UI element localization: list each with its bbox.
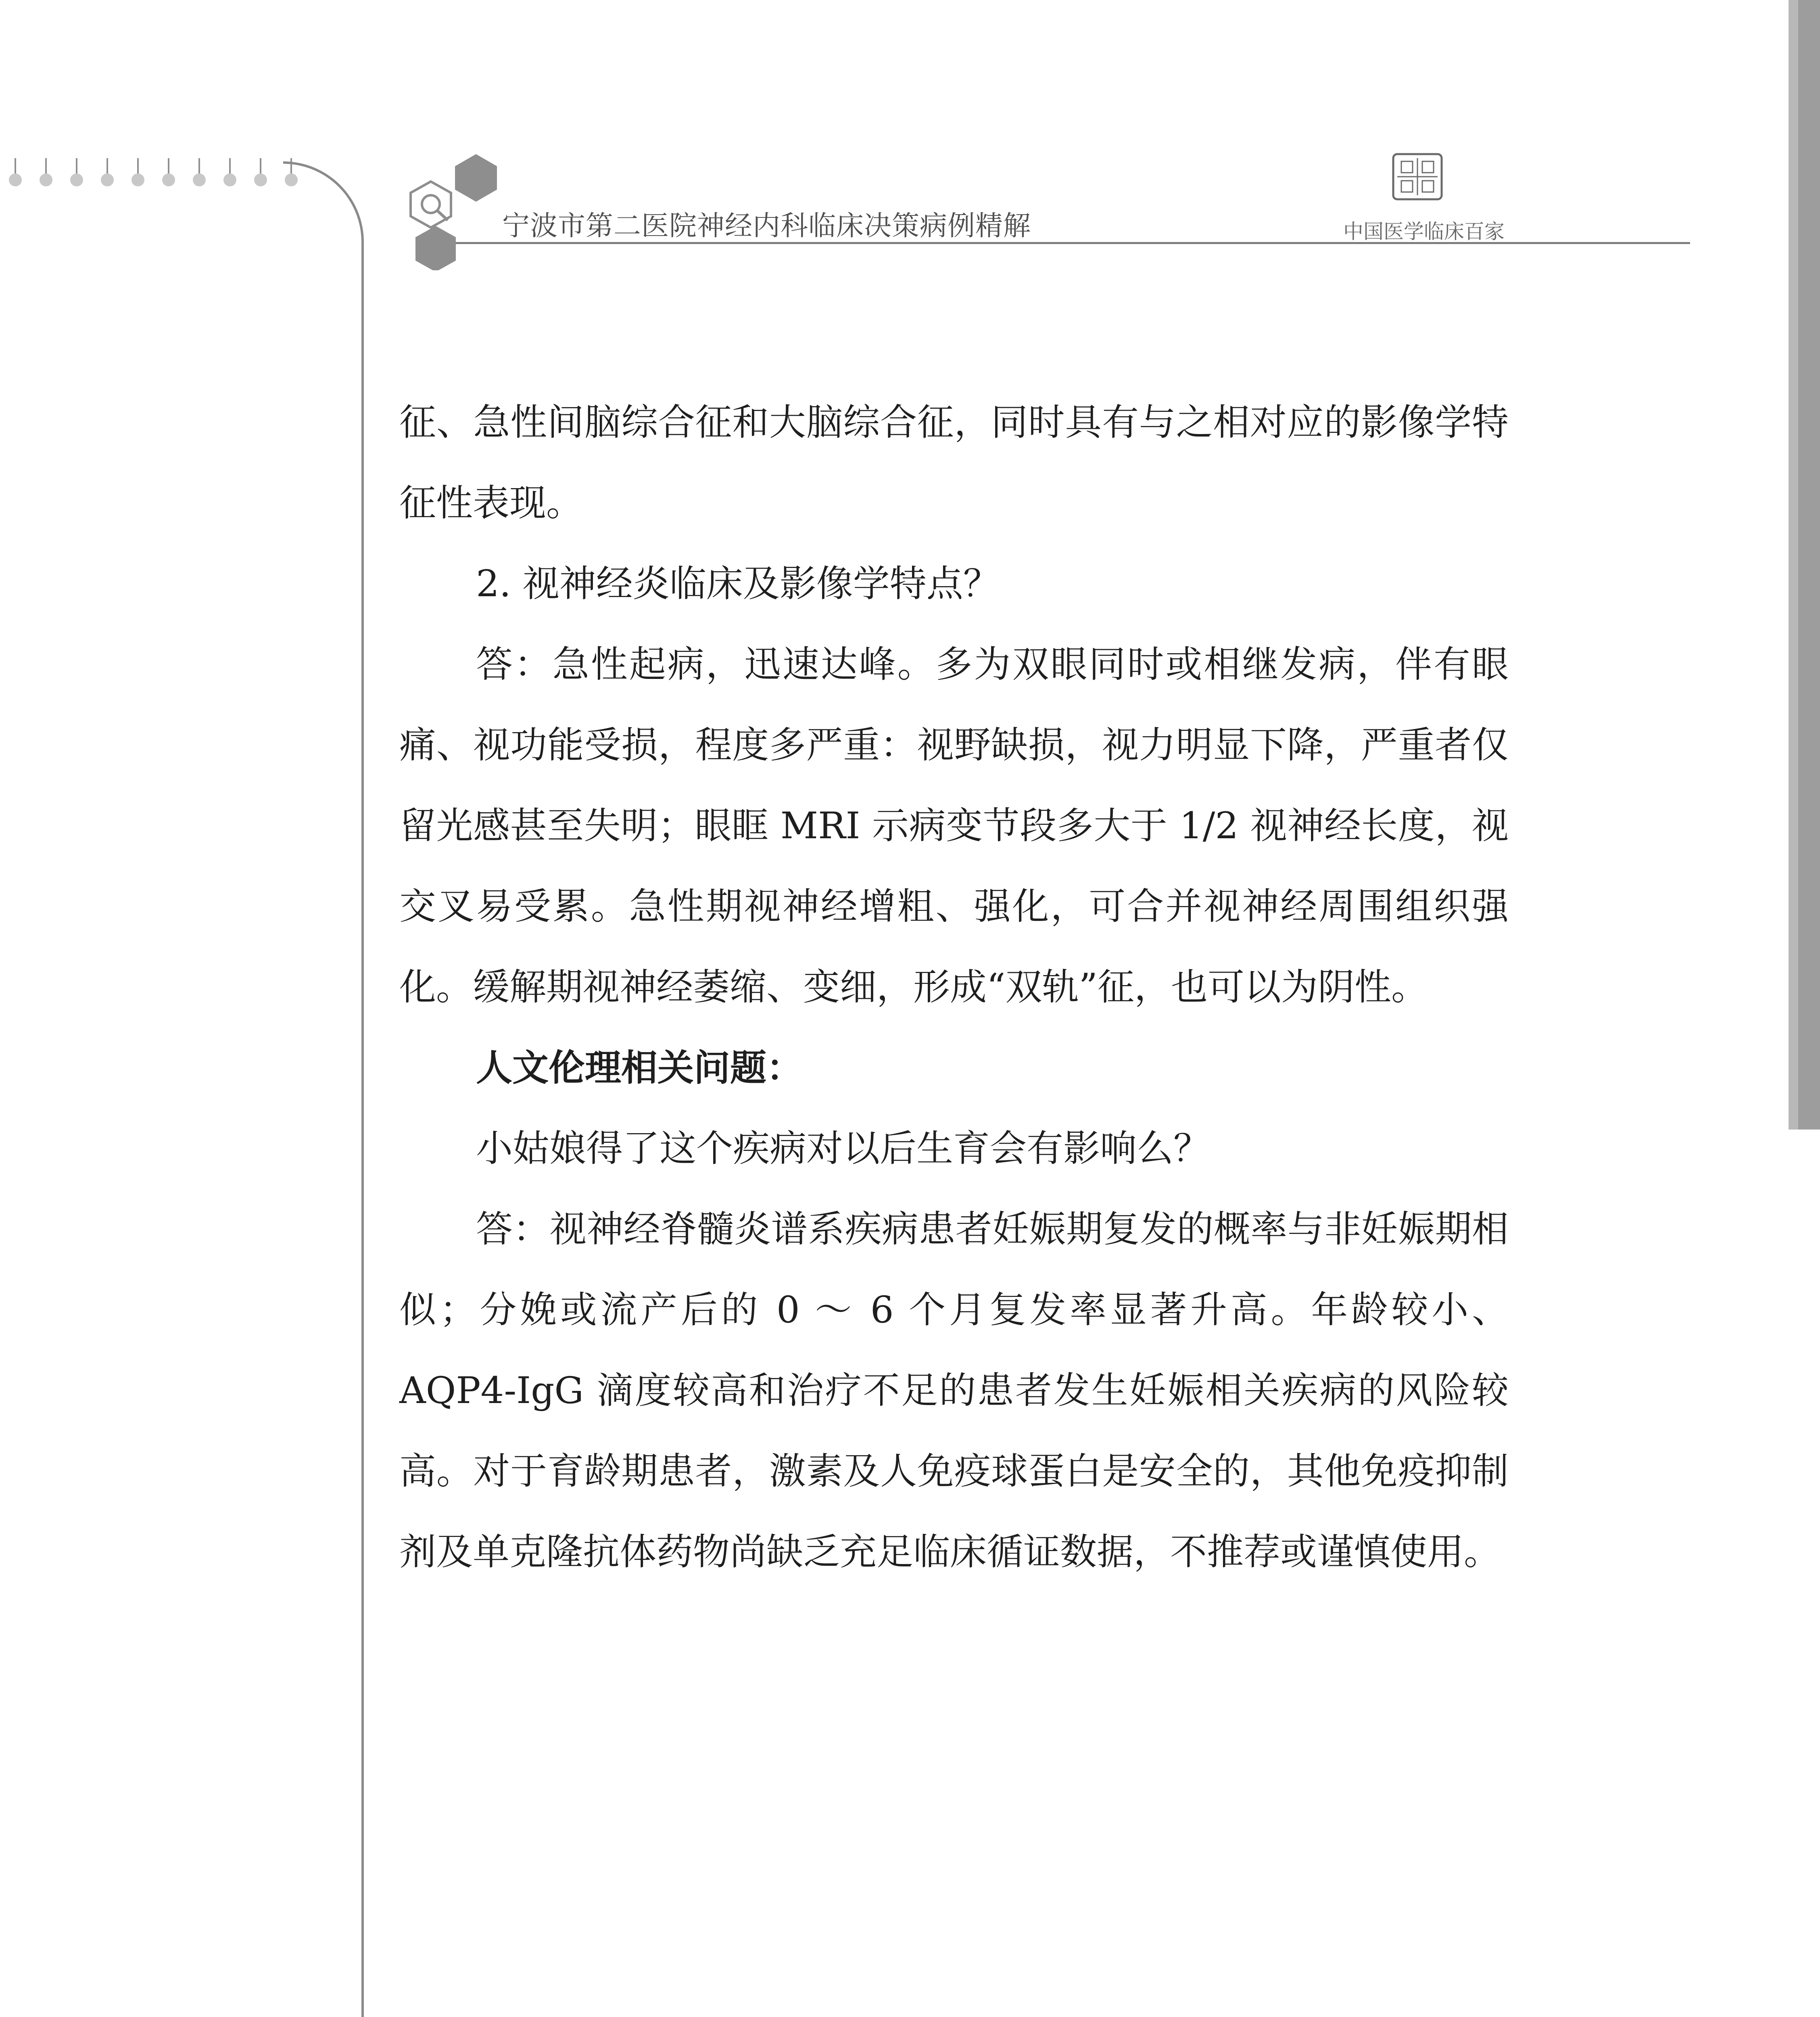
question-fertility: 小姑娘得了这个疾病对以后生育会有影响么？ [476, 1128, 1211, 1170]
edge-tab [1789, 0, 1820, 1130]
paragraph-continuation: 征、急性间脑综合征和大脑综合征，同时具有与之相对应的影像学特征性表现。 [399, 401, 1509, 524]
header-rule [456, 242, 1690, 244]
question-optic-neuritis: 2. 视神经炎临床及影像学特点？ [476, 563, 1000, 605]
seal-stamp-icon [1392, 152, 1443, 201]
margin-rule [283, 161, 364, 2017]
series-name: 中国医学临床百家 [1343, 220, 1505, 243]
answer-fertility: 答：视神经脊髓炎谱系疾病患者妊娠期复发的概率与非妊娠期相似；分娩或流产后的 0 ～ 6 个月复发率显著升高。年龄较小、AQP4-IgG 滴度较高和治疗不足的患者发生妊娠相关疾病的风险较高。对于育龄期患者，激素及人免疫球蛋白是安全的，其他免疫抑制剂及单克隆抗体药物尚缺乏充足临床循证数据，不推荐或谨慎使用。 [399, 1208, 1509, 1573]
section-heading-ethics: 人文伦理相关问题： [476, 1047, 803, 1089]
body-text [399, 382, 1509, 1593]
hexagon-logo-icon [407, 149, 504, 270]
book-title: 宁波市第二医院神经内科临床决策病例精解 [502, 210, 1031, 242]
answer-optic-neuritis: 答：急性起病，迅速达峰。多为双眼同时或相继发病，伴有眼痛、视功能受损，程度多严重：视野缺损，视力明显下降，严重者仅留光感甚至失明；眼眶 MRI 示病变节段多大于 1/2 视神经长度，视交叉易受累。急性期视神经增粗、强化，可合并视神经周围组织强化。缓解期视神经萎缩、变细，形成“双轨”征，也可以为阴性。 [399, 643, 1509, 1008]
